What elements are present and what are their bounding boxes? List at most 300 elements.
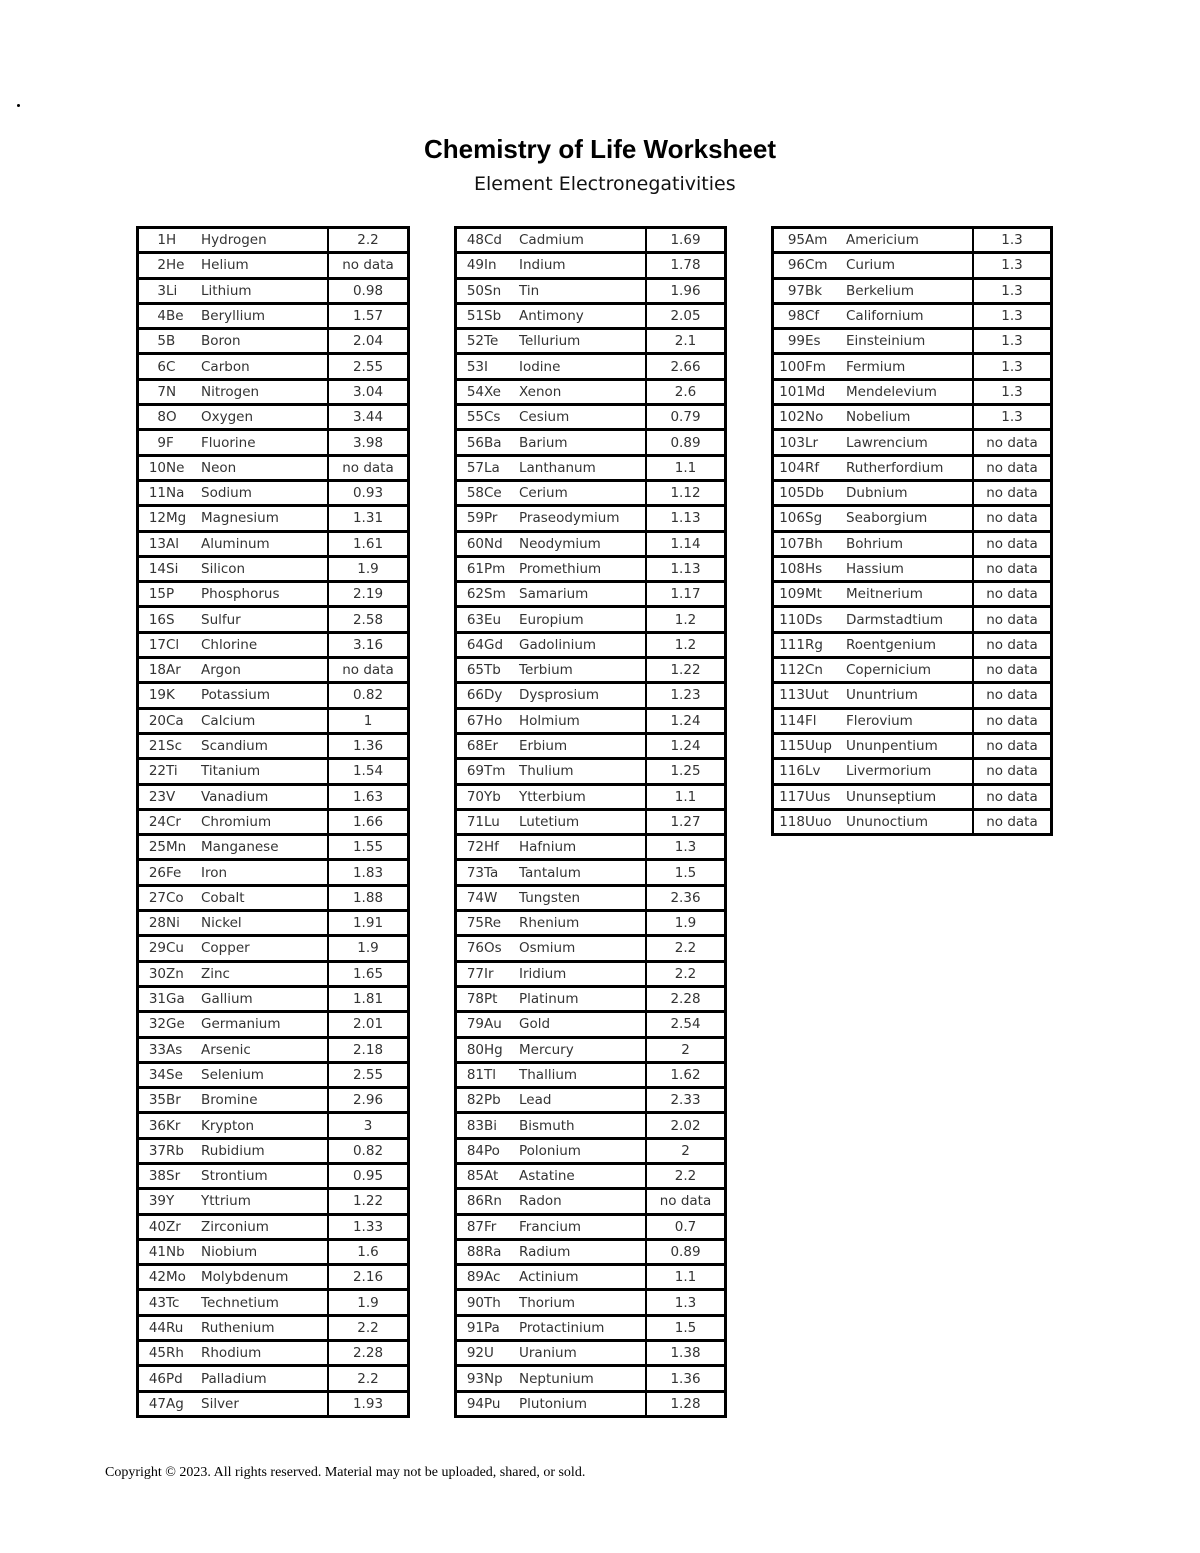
table-row (138, 253, 409, 278)
atomic-number: 111 (773, 632, 806, 657)
table-row (773, 480, 1052, 505)
electronegativity-value: no data (973, 455, 1052, 480)
atomic-number: 56 (456, 430, 485, 455)
table-row (456, 1189, 726, 1214)
element-symbol: F (166, 430, 201, 455)
element-name: Iron (201, 860, 328, 885)
table-row (456, 228, 726, 253)
element-symbol: Pd (166, 1366, 201, 1391)
atomic-number: 41 (138, 1239, 167, 1264)
element-name: Neptunium (519, 1366, 646, 1391)
table-row (456, 835, 726, 860)
element-symbol: Sr (166, 1163, 201, 1188)
element-name: Iridium (519, 961, 646, 986)
element-symbol: W (484, 885, 519, 910)
electronegativity-value: 1.65 (328, 961, 409, 986)
atomic-number: 10 (138, 455, 167, 480)
atomic-number: 44 (138, 1315, 167, 1340)
table-row (138, 809, 409, 834)
element-symbol: Rn (484, 1189, 519, 1214)
electronegativity-value: 1.5 (646, 1315, 726, 1340)
electronegativity-value: 1.83 (328, 860, 409, 885)
electronegativity-value: no data (973, 556, 1052, 581)
atomic-number: 103 (773, 430, 806, 455)
electronegativity-value: 3 (328, 1113, 409, 1138)
atomic-number: 83 (456, 1113, 485, 1138)
element-symbol: Uuo (805, 813, 832, 830)
electronegativity-value: 1.54 (328, 759, 409, 784)
electronegativity-value: 1.9 (328, 556, 409, 581)
atomic-number: 75 (456, 911, 485, 936)
element-name: Titanium (201, 759, 328, 784)
element-symbol: Os (484, 936, 519, 961)
table-row (456, 1315, 726, 1340)
electronegativity-value: 1.33 (328, 1214, 409, 1239)
element-symbol: Ni (166, 911, 201, 936)
electronegativity-value: 2.33 (646, 1088, 726, 1113)
element-name: Protactinium (519, 1315, 646, 1340)
element-name: Germanium (201, 1012, 328, 1037)
element-symbol: Rb (166, 1138, 201, 1163)
element-name: Arsenic (201, 1037, 328, 1062)
element-symbol: La (484, 455, 519, 480)
atomic-number: 34 (138, 1062, 167, 1087)
table-row (138, 354, 409, 379)
atomic-number: 110 (773, 607, 806, 632)
element-name: Vanadium (201, 784, 328, 809)
table-row (138, 658, 409, 683)
electronegativity-value: 1.1 (646, 1265, 726, 1290)
electronegativity-value: 1.3 (973, 354, 1052, 379)
atomic-number: 64 (456, 632, 485, 657)
element-name: Nickel (201, 911, 328, 936)
element-name: Promethium (519, 556, 646, 581)
element-symbol: Ti (166, 759, 201, 784)
element-symbol: Ds (805, 607, 846, 632)
element-symbol: Mo (166, 1265, 201, 1290)
element-name: Magnesium (201, 506, 328, 531)
element-name: Lutetium (519, 809, 646, 834)
element-symbol: Rf (805, 455, 846, 480)
electronegativity-value: no data (973, 582, 1052, 607)
table-row (456, 405, 726, 430)
table-row (773, 708, 1052, 733)
element-symbol: Sg (805, 506, 846, 531)
atomic-number: 22 (138, 759, 167, 784)
element-name: Bismuth (519, 1113, 646, 1138)
electronegativity-value: 2.2 (328, 1366, 409, 1391)
table-row (138, 1113, 409, 1138)
atomic-number: 112 (773, 658, 806, 683)
table-row (138, 961, 409, 986)
table-row (138, 1037, 409, 1062)
element-name: Osmium (519, 936, 646, 961)
element-symbol: H (166, 228, 201, 253)
electronegativity-value: 2.01 (328, 1012, 409, 1037)
electronegativity-value: 1.23 (646, 683, 726, 708)
atomic-number: 33 (138, 1037, 167, 1062)
element-symbol: Db (805, 480, 846, 505)
atomic-number: 108 (773, 556, 806, 581)
electronegativity-value: 1.9 (328, 1290, 409, 1315)
element-symbol: K (166, 683, 201, 708)
element-name: Gadolinium (519, 632, 646, 657)
element-name: Hydrogen (201, 228, 328, 253)
table-row (456, 1265, 726, 1290)
element-symbol: Zr (166, 1214, 201, 1239)
element-symbol: Nd (484, 531, 519, 556)
element-name: Barium (519, 430, 646, 455)
atomic-number: 9 (138, 430, 167, 455)
electronegativity-value: 1.6 (328, 1239, 409, 1264)
atomic-number: 55 (456, 405, 485, 430)
element-name: Hassium (846, 556, 973, 581)
table-row (456, 1113, 726, 1138)
table-row (773, 253, 1052, 278)
element-name: Krypton (201, 1113, 328, 1138)
table-row (456, 556, 726, 581)
atomic-number: 91 (456, 1315, 485, 1340)
atomic-number: 21 (138, 733, 167, 758)
atomic-number: 51 (456, 303, 485, 328)
electronegativity-value: 1.12 (646, 480, 726, 505)
atomic-number: 109 (773, 582, 806, 607)
table-row (456, 1290, 726, 1315)
element-name: Dubnium (846, 480, 973, 505)
element-name: Zinc (201, 961, 328, 986)
element-symbol: Xe (484, 379, 519, 404)
table-row (138, 1062, 409, 1087)
table-row (773, 228, 1052, 253)
element-name: Flerovium (846, 708, 973, 733)
electronegativity-value: 0.98 (328, 278, 409, 303)
element-symbol: Uut (805, 683, 846, 708)
element-name: Nitrogen (201, 379, 328, 404)
atomic-number: 32 (138, 1012, 167, 1037)
element-name: Lead (519, 1088, 646, 1113)
table-row (773, 329, 1052, 354)
table-row (456, 1138, 726, 1163)
electronegativity-value: 1.9 (328, 936, 409, 961)
element-name: Strontium (201, 1163, 328, 1188)
atomic-number: 49 (456, 253, 485, 278)
electronegativity-value: 1.2 (646, 632, 726, 657)
atomic-number: 65 (456, 658, 485, 683)
atomic-number: 29 (138, 936, 167, 961)
atomic-number: 80 (456, 1037, 485, 1062)
element-symbol: Li (166, 278, 201, 303)
element-name: Erbium (519, 733, 646, 758)
atomic-number: 53 (456, 354, 485, 379)
table-row (456, 1037, 726, 1062)
electronegativity-value: 1.38 (646, 1341, 726, 1366)
electronegativity-value: 2.2 (328, 228, 409, 253)
element-name: Meitnerium (846, 582, 973, 607)
table-row (138, 1290, 409, 1315)
element-name: Ununoctium (846, 813, 928, 830)
element-symbol: Hf (484, 835, 519, 860)
copyright-notice: Copyright © 2023. All rights reserved. Material may not be uploaded, shared, or sold. (105, 1465, 586, 1480)
element-name: Cobalt (201, 885, 328, 910)
atomic-number: 60 (456, 531, 485, 556)
element-symbol: Ba (484, 430, 519, 455)
atomic-number: 38 (138, 1163, 167, 1188)
electronegativity-value: 1.1 (646, 784, 726, 809)
electronegativity-value: 1.3 (973, 405, 1052, 430)
atomic-number: 12 (138, 506, 167, 531)
electronegativity-value: 1.13 (646, 556, 726, 581)
element-name: Copper (201, 936, 328, 961)
table-row (138, 911, 409, 936)
atomic-number: 3 (138, 278, 167, 303)
element-symbol: Pu (484, 1395, 501, 1412)
atomic-number: 72 (456, 835, 485, 860)
electronegativity-value: 2.2 (328, 1315, 409, 1340)
element-name: Chlorine (201, 632, 328, 657)
table-row (773, 607, 1052, 632)
element-name: Manganese (201, 835, 328, 860)
electronegativity-value: 2 (646, 1138, 726, 1163)
electronegativity-value: 1.3 (973, 278, 1052, 303)
element-name: Carbon (201, 354, 328, 379)
table-row (138, 430, 409, 455)
atomic-number: 117 (773, 784, 806, 809)
table-row (138, 506, 409, 531)
atomic-number: 82 (456, 1088, 485, 1113)
electronegativity-value: 2.1 (646, 329, 726, 354)
table-row (456, 784, 726, 809)
element-name: Radon (519, 1189, 646, 1214)
element-name: Technetium (201, 1290, 328, 1315)
element-symbol: Cm (805, 253, 846, 278)
element-symbol: Bh (805, 531, 846, 556)
element-symbol: Eu (484, 607, 519, 632)
atomic-number: 95 (773, 228, 806, 253)
electronegativity-value: 0.79 (646, 405, 726, 430)
electronegativity-value: 3.16 (328, 632, 409, 657)
table-row (138, 632, 409, 657)
electronegativity-value: 1.91 (328, 911, 409, 936)
element-symbol: Be (166, 303, 201, 328)
element-name: Lithium (201, 278, 328, 303)
atomic-number: 85 (456, 1163, 485, 1188)
element-name: Scandium (201, 733, 328, 758)
table-row (138, 1163, 409, 1188)
electronegativity-value: no data (328, 455, 409, 480)
element-name: Roentgenium (846, 632, 973, 657)
atomic-number: 106 (773, 506, 806, 531)
element-name: Boron (201, 329, 328, 354)
atomic-number: 8 (138, 405, 167, 430)
table-row (138, 1189, 409, 1214)
electronegativity-value: 1.63 (328, 784, 409, 809)
electronegativity-value: 1.62 (646, 1062, 726, 1087)
element-name: Iodine (519, 354, 646, 379)
element-name: Rhodium (201, 1341, 328, 1366)
electronegativity-value: 2.28 (646, 986, 726, 1011)
atomic-number: 50 (456, 278, 485, 303)
atomic-number: 62 (456, 582, 485, 607)
element-name: Tellurium (519, 329, 646, 354)
element-symbol: Kr (166, 1113, 201, 1138)
electronegativity-value: 0.82 (328, 683, 409, 708)
electronegativity-value: no data (973, 784, 1052, 809)
atomic-number: 52 (456, 329, 485, 354)
element-name: Silicon (201, 556, 328, 581)
element-symbol: Am (805, 228, 846, 253)
electronegativity-value: 2.96 (328, 1088, 409, 1113)
atomic-number: 74 (456, 885, 485, 910)
atomic-number: 63 (456, 607, 485, 632)
element-name: Ytterbium (519, 784, 646, 809)
table-row (773, 455, 1052, 480)
electronegativity-value: 0.89 (646, 1239, 726, 1264)
electronegativity-value: 1.27 (646, 809, 726, 834)
element-name: Francium (519, 1214, 646, 1239)
atomic-number: 89 (456, 1265, 485, 1290)
atomic-number: 59 (456, 506, 485, 531)
element-name: Darmstadtium (846, 607, 973, 632)
atomic-number: 77 (456, 961, 485, 986)
element-symbol: Sn (484, 278, 519, 303)
element-name: Copernicium (846, 658, 973, 683)
element-name: Europium (519, 607, 646, 632)
element-name: Tantalum (519, 860, 646, 885)
atomic-number: 99 (773, 329, 806, 354)
atomic-number: 36 (138, 1113, 167, 1138)
atomic-number: 14 (138, 556, 167, 581)
electronegativity-value: 2.2 (646, 961, 726, 986)
element-name: Dysprosium (519, 683, 646, 708)
atomic-number: 67 (456, 708, 485, 733)
element-name: Cesium (519, 405, 646, 430)
element-symbol: Pt (484, 986, 519, 1011)
table-row (456, 708, 726, 733)
table-row (138, 860, 409, 885)
electronegativity-value: 1.24 (646, 708, 726, 733)
element-symbol: Si (166, 556, 201, 581)
electronegativity-value: 1 (328, 708, 409, 733)
electronegativity-value: 0.95 (328, 1163, 409, 1188)
element-symbol: C (166, 354, 201, 379)
electronegativity-value: 2.05 (646, 303, 726, 328)
atomic-number: 118 (779, 813, 805, 830)
element-name: Bromine (201, 1088, 328, 1113)
element-name: Phosphorus (201, 582, 328, 607)
atomic-number: 69 (456, 759, 485, 784)
electronegativity-value: 1.36 (328, 733, 409, 758)
atomic-number: 16 (138, 607, 167, 632)
atomic-number: 46 (138, 1366, 167, 1391)
electronegativity-value: 1.96 (646, 278, 726, 303)
element-symbol: Rg (805, 632, 846, 657)
table-row (456, 379, 726, 404)
element-symbol: Rh (166, 1341, 201, 1366)
element-symbol: Ga (166, 986, 201, 1011)
element-symbol: Ho (484, 708, 519, 733)
element-name: Ununseptium (846, 784, 973, 809)
electronegativity-value: 2.36 (646, 885, 726, 910)
atomic-number: 100 (773, 354, 806, 379)
electronegativity-value: 1.81 (328, 986, 409, 1011)
element-symbol: Ta (484, 860, 519, 885)
atomic-number: 87 (456, 1214, 485, 1239)
element-symbol: Po (484, 1138, 519, 1163)
atomic-number: 102 (773, 405, 806, 430)
atomic-number: 58 (456, 480, 485, 505)
page-title: Chemistry of Life Worksheet (423, 134, 777, 164)
electronegativity-value: 1.22 (646, 658, 726, 683)
atomic-number: 45 (138, 1341, 167, 1366)
table-row (138, 379, 409, 404)
element-symbol: Br (166, 1088, 201, 1113)
table-row (456, 1163, 726, 1188)
table-row (773, 354, 1052, 379)
element-name: Livermorium (846, 759, 973, 784)
element-symbol: Tc (166, 1290, 201, 1315)
electronegativity-value: 1.78 (646, 253, 726, 278)
atomic-number: 116 (773, 759, 806, 784)
element-symbol: Er (484, 733, 519, 758)
table-row (138, 835, 409, 860)
electronegativity-value: no data (973, 809, 1052, 834)
table-row (456, 986, 726, 1011)
element-name: Chromium (201, 809, 328, 834)
element-symbol: Md (805, 379, 846, 404)
table-row (138, 759, 409, 784)
element-name: Palladium (201, 1366, 328, 1391)
element-name: Rhenium (519, 911, 646, 936)
electronegativity-value: 2.54 (646, 1012, 726, 1037)
electronegativity-value: 2.58 (328, 607, 409, 632)
atomic-number: 92 (456, 1341, 485, 1366)
electronegativity-value: no data (973, 430, 1052, 455)
atomic-number: 13 (138, 531, 167, 556)
atomic-number: 2 (138, 253, 167, 278)
element-symbol: Nb (166, 1239, 201, 1264)
element-symbol: Gd (484, 632, 519, 657)
table-row (773, 303, 1052, 328)
element-symbol: Y (166, 1189, 201, 1214)
electronegativity-value: 1.3 (973, 253, 1052, 278)
atomic-number: 71 (456, 809, 485, 834)
electronegativity-value: 1.22 (328, 1189, 409, 1214)
element-name: Tungsten (519, 885, 646, 910)
element-symbol: Au (484, 1012, 519, 1037)
element-name: Rubidium (201, 1138, 328, 1163)
element-name: Selenium (201, 1062, 328, 1087)
element-name: Thorium (519, 1290, 646, 1315)
table-row (773, 784, 1052, 809)
element-name: Potassium (201, 683, 328, 708)
electronegativity-value: no data (973, 658, 1052, 683)
electronegativity-value: 1.55 (328, 835, 409, 860)
electronegativity-value: 0.82 (328, 1138, 409, 1163)
table-row (773, 632, 1052, 657)
electronegativity-value: 1.14 (646, 531, 726, 556)
table-row (456, 531, 726, 556)
atomic-number: 115 (773, 733, 806, 758)
table-row (773, 379, 1052, 404)
table-row (138, 556, 409, 581)
atomic-number: 73 (456, 860, 485, 885)
atomic-number: 113 (773, 683, 806, 708)
element-name: Indium (519, 253, 646, 278)
element-symbol: Fe (166, 860, 201, 885)
element-symbol: Te (484, 329, 519, 354)
element-symbol: Sc (166, 733, 201, 758)
table-row (773, 278, 1052, 303)
